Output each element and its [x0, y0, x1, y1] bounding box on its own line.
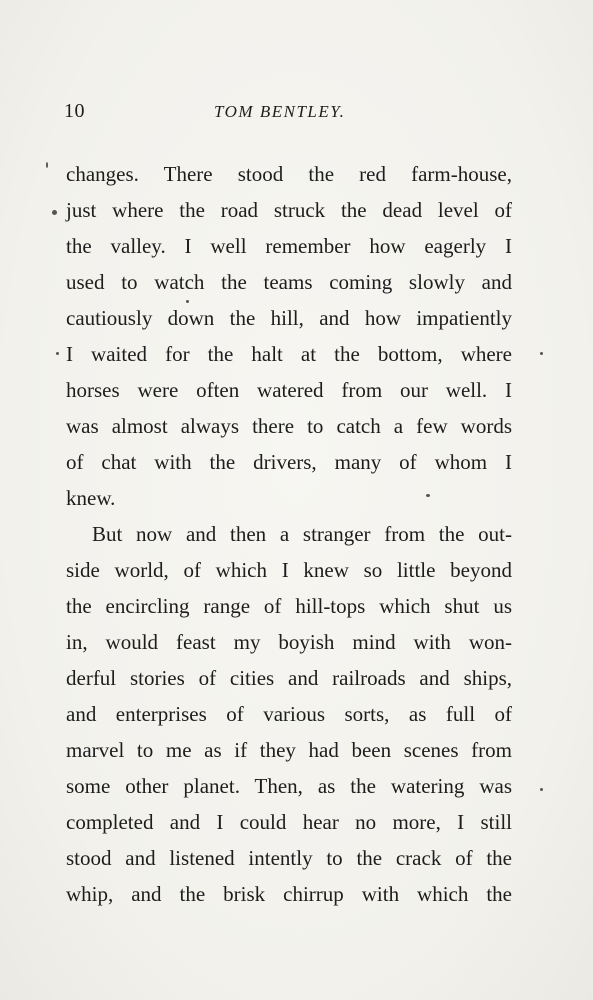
- paragraph-2: [66, 516, 512, 912]
- text-line: stood and listened intently to the crack of the: [66, 846, 512, 870]
- paper-speck: [46, 162, 48, 168]
- text-line: horses were often watered from our well. I: [66, 378, 512, 402]
- text-line: some other planet. Then, as the watering was: [66, 774, 512, 798]
- text-line: and enterprises of various sorts, as full of: [66, 702, 512, 726]
- text-line: changes. There stood the red farm-house,: [66, 162, 512, 186]
- text-line: just where the road struck the dead level of: [66, 198, 512, 222]
- text-line: side world, of which I knew so little beyond: [66, 558, 512, 582]
- paper-speck: [186, 300, 189, 303]
- text-line: But now and then a stranger from the out-: [92, 522, 512, 546]
- text-line: knew.: [66, 486, 116, 510]
- paper-speck: [52, 210, 57, 215]
- text-line: derful stories of cities and railroads and ships,: [66, 666, 512, 690]
- text-line: in, would feast my boyish mind with won-: [66, 630, 512, 654]
- paragraph-1: [66, 156, 512, 516]
- text-line: completed and I could hear no more, I still: [66, 810, 512, 834]
- text-line: I waited for the halt at the bottom, where: [66, 342, 512, 366]
- text-line: the encircling range of hill-tops which shut us: [66, 594, 512, 618]
- text-line: cautiously down the hill, and how impatiently: [66, 306, 512, 330]
- text-line: was almost always there to catch a few words: [66, 414, 512, 438]
- text-line: the valley. I well remember how eagerly I: [66, 234, 512, 258]
- page-header: [64, 100, 524, 130]
- paper-speck: [56, 352, 59, 355]
- text-line: of chat with the drivers, many of whom I: [66, 450, 512, 474]
- text-line: whip, and the brisk chirrup with which the: [66, 882, 512, 906]
- running-head: TOM BENTLEY.: [214, 102, 346, 121]
- paper-speck: [426, 494, 430, 497]
- paper-speck: [540, 788, 543, 791]
- text-line: used to watch the teams coming slowly and: [66, 270, 512, 294]
- body-text: [66, 156, 512, 912]
- text-line: marvel to me as if they had been scenes from: [66, 738, 512, 762]
- paper-speck: [540, 352, 543, 355]
- page-number: 10: [64, 100, 85, 122]
